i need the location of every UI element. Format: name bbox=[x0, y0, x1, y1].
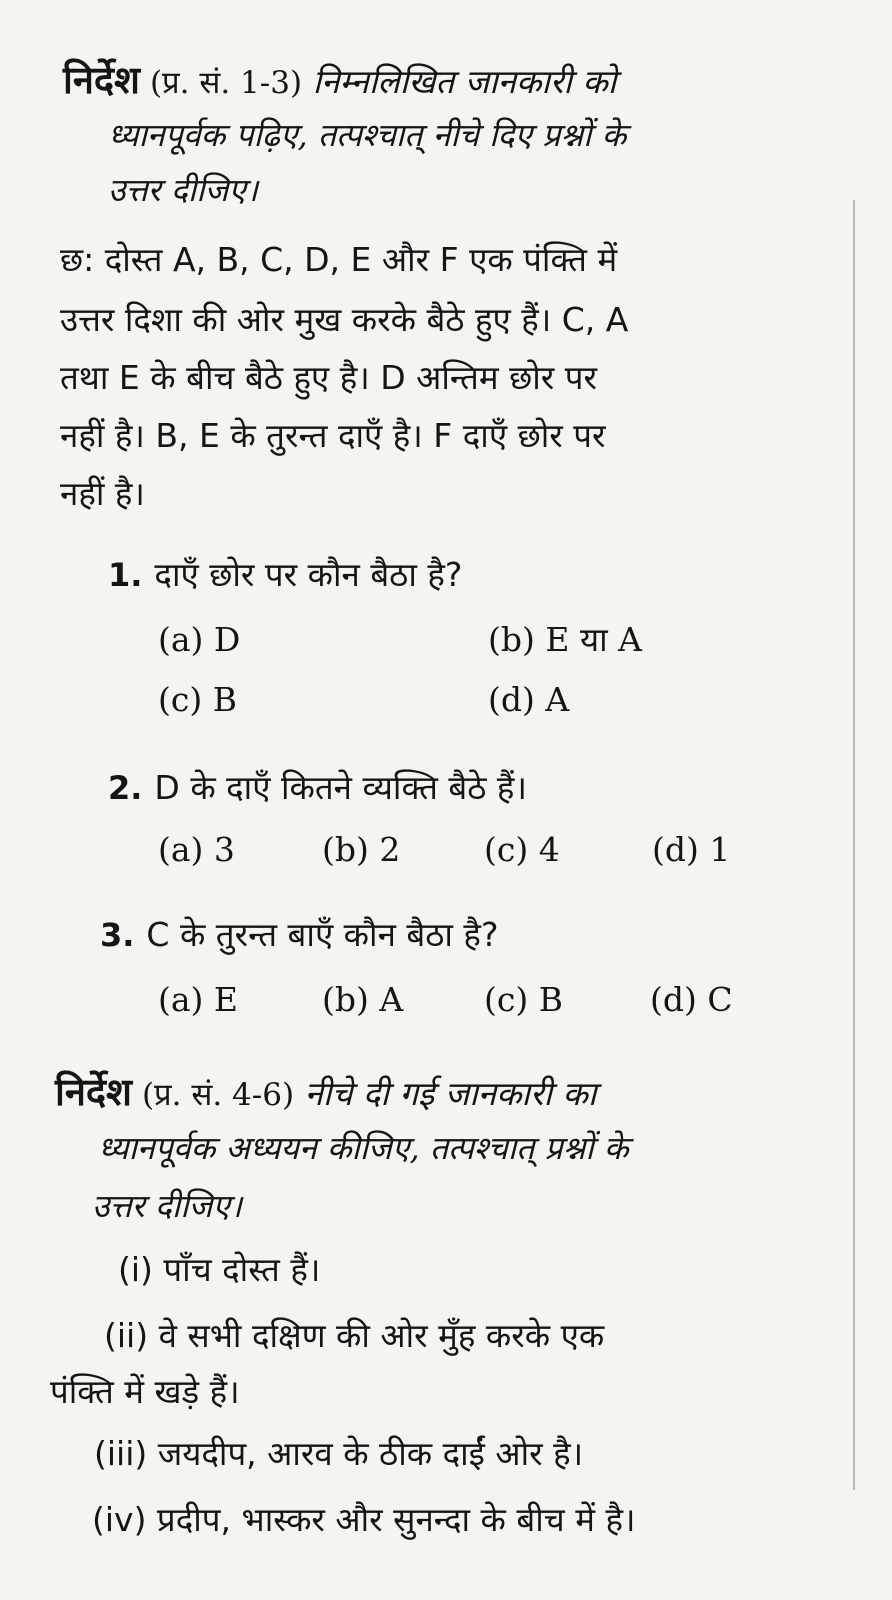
directions-text-line: ध्यानपूर्वक पढ़िए, तत्पश्चात् नीचे दिए प्रश्नों के bbox=[108, 116, 627, 154]
statement-line: (i) पाँच दोस्त हैं। bbox=[118, 1250, 321, 1289]
passage-line: उत्तर दिशा की ओर मुख करके बैठे हुए हैं। C, A bbox=[60, 300, 629, 339]
question-range: (प्र. सं. 4-6) bbox=[141, 1077, 295, 1113]
option-a: (a) D bbox=[158, 620, 241, 659]
directions-text-line: ध्यानपूर्वक अध्ययन कीजिए, तत्पश्चात् प्रश्नों के bbox=[98, 1129, 629, 1167]
option-a: (a) 3 bbox=[158, 830, 235, 869]
directions-heading-1 bbox=[63, 60, 616, 103]
option-c: (c) B bbox=[484, 980, 563, 1019]
question-number: 2. bbox=[108, 769, 143, 807]
passage-line: छ: दोस्त A, B, C, D, E और F एक पंक्ति में bbox=[60, 240, 618, 279]
column-divider bbox=[853, 200, 855, 1490]
question-2 bbox=[108, 768, 527, 808]
option-a: (a) E bbox=[158, 980, 239, 1019]
directions-text-line: उत्तर दीजिए। bbox=[108, 171, 259, 209]
statement-line: (iii) जयदीप, आरव के ठीक दाईं ओर है। bbox=[94, 1434, 584, 1473]
question-1 bbox=[108, 555, 462, 595]
option-c: (c) 4 bbox=[484, 830, 560, 869]
directions-heading-2 bbox=[55, 1072, 596, 1115]
option-b: (b) A bbox=[322, 980, 404, 1019]
passage-line: नहीं है। B, E के तुरन्त दाएँ है। F दाएँ छोर पर bbox=[60, 416, 606, 455]
statement-line: (iv) प्रदीप, भास्कर और सुनन्दा के बीच में है। bbox=[92, 1500, 636, 1539]
option-c: (c) B bbox=[158, 680, 237, 719]
directions-label: निर्देश bbox=[55, 1070, 132, 1114]
option-d: (d) 1 bbox=[652, 830, 731, 869]
directions-label: निर्देश bbox=[63, 58, 140, 102]
statement-line: (ii) वे सभी दक्षिण की ओर मुँह करके एक bbox=[104, 1316, 605, 1355]
question-range: (प्र. सं. 1-3) bbox=[149, 65, 303, 101]
question-text: D के दाएँ कितने व्यक्ति बैठे हैं। bbox=[154, 768, 527, 807]
directions-text-line: उत्तर दीजिए। bbox=[92, 1187, 243, 1225]
option-d: (d) C bbox=[650, 980, 733, 1019]
option-b: (b) 2 bbox=[322, 830, 401, 869]
question-number: 3. bbox=[100, 916, 135, 954]
directions-text-line: निम्नलिखित जानकारी को bbox=[312, 62, 617, 101]
question-text: C के तुरन्त बाएँ कौन बैठा है? bbox=[146, 915, 499, 954]
question-number: 1. bbox=[108, 556, 143, 594]
passage-line: तथा E के बीच बैठे हुए है। D अन्तिम छोर पर bbox=[60, 358, 597, 397]
statement-line: पंक्ति में खड़े हैं। bbox=[50, 1372, 240, 1411]
option-d: (d) A bbox=[488, 680, 570, 719]
question-text: दाएँ छोर पर कौन बैठा है? bbox=[154, 555, 463, 594]
passage-line: नहीं है। bbox=[60, 474, 145, 513]
directions-text-line: नीचे दी गई जानकारी का bbox=[304, 1074, 597, 1113]
question-3 bbox=[100, 915, 498, 955]
option-b: (b) E या A bbox=[488, 620, 642, 659]
